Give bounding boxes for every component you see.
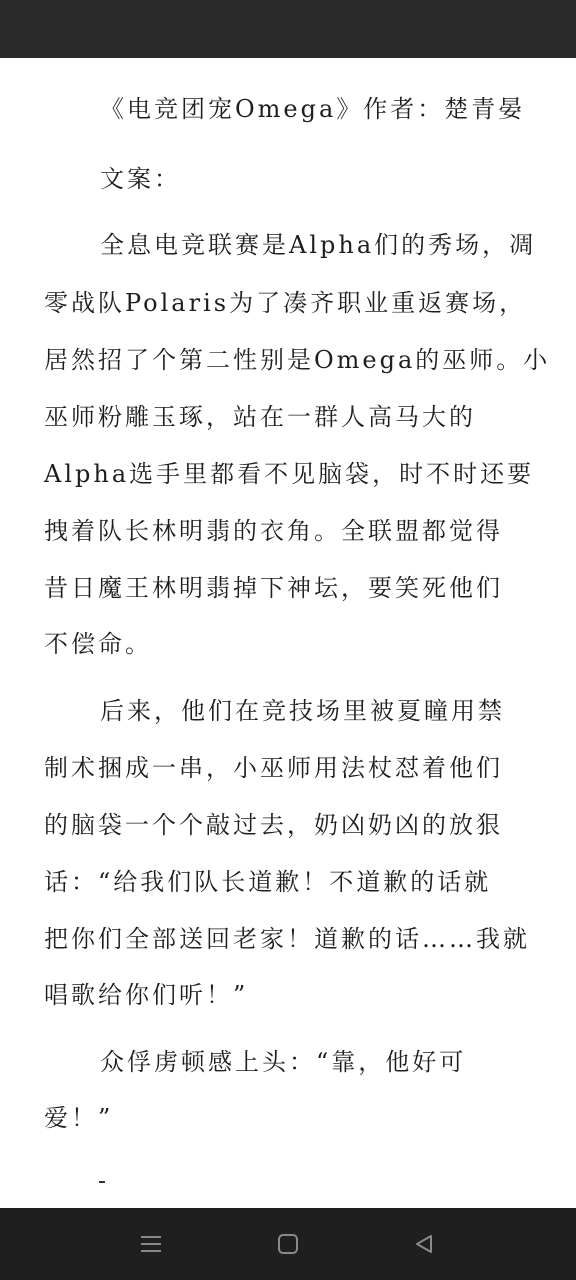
text-line: 话：“给我们队长道歉！不道歉的话就 — [44, 868, 492, 896]
home-square-icon — [277, 1233, 299, 1255]
text-cursor — [99, 1181, 105, 1183]
back-triangle-icon — [413, 1233, 435, 1255]
text-line: 不偿命。 — [44, 630, 152, 658]
text-line: 巫师粉雕玉琢，站在一群人高马大的 — [44, 403, 476, 431]
text-line: 零战队Polaris为了凑齐职业重返赛场， — [44, 289, 527, 317]
text-line: 把你们全部送回老家！道歉的话……我就 — [44, 925, 530, 953]
text-line: 制术捆成一串，小巫师用法杖怼着他们 — [44, 754, 503, 782]
text-line: 昔日魔王林明翡掉下神坛，要笑死他们 — [44, 574, 503, 602]
text-line: 众俘虏顿感上头：“靠，他好可 — [100, 1048, 467, 1076]
text-line: 拽着队长林明翡的衣角。全联盟都觉得 — [44, 517, 503, 545]
navigation-bar — [0, 1208, 576, 1280]
text-line: Alpha选手里都看不见脑袋，时不时还要 — [44, 460, 535, 488]
menu-lines-icon — [140, 1234, 162, 1254]
synopsis-label: 文案： — [100, 165, 181, 193]
recent-apps-button[interactable] — [131, 1226, 171, 1262]
reading-area[interactable] — [0, 58, 576, 1208]
book-title-line: 《电竞团宠Omega》作者：楚青晏 — [100, 95, 526, 123]
home-button[interactable] — [268, 1226, 308, 1262]
text-line: 后来，他们在竞技场里被夏瞳用禁 — [100, 697, 505, 725]
text-line: 爱！” — [44, 1104, 114, 1132]
text-line: 居然招了个第二性别是Omega的巫师。小 — [44, 346, 551, 374]
back-button[interactable] — [404, 1226, 444, 1262]
text-line: 唱歌给你们听！” — [44, 981, 249, 1009]
text-line: 的脑袋一个个敲过去，奶凶奶凶的放狠 — [44, 811, 503, 839]
status-bar — [0, 0, 576, 58]
text-line: 全息电竞联赛是Alpha们的秀场，凋 — [100, 231, 537, 259]
